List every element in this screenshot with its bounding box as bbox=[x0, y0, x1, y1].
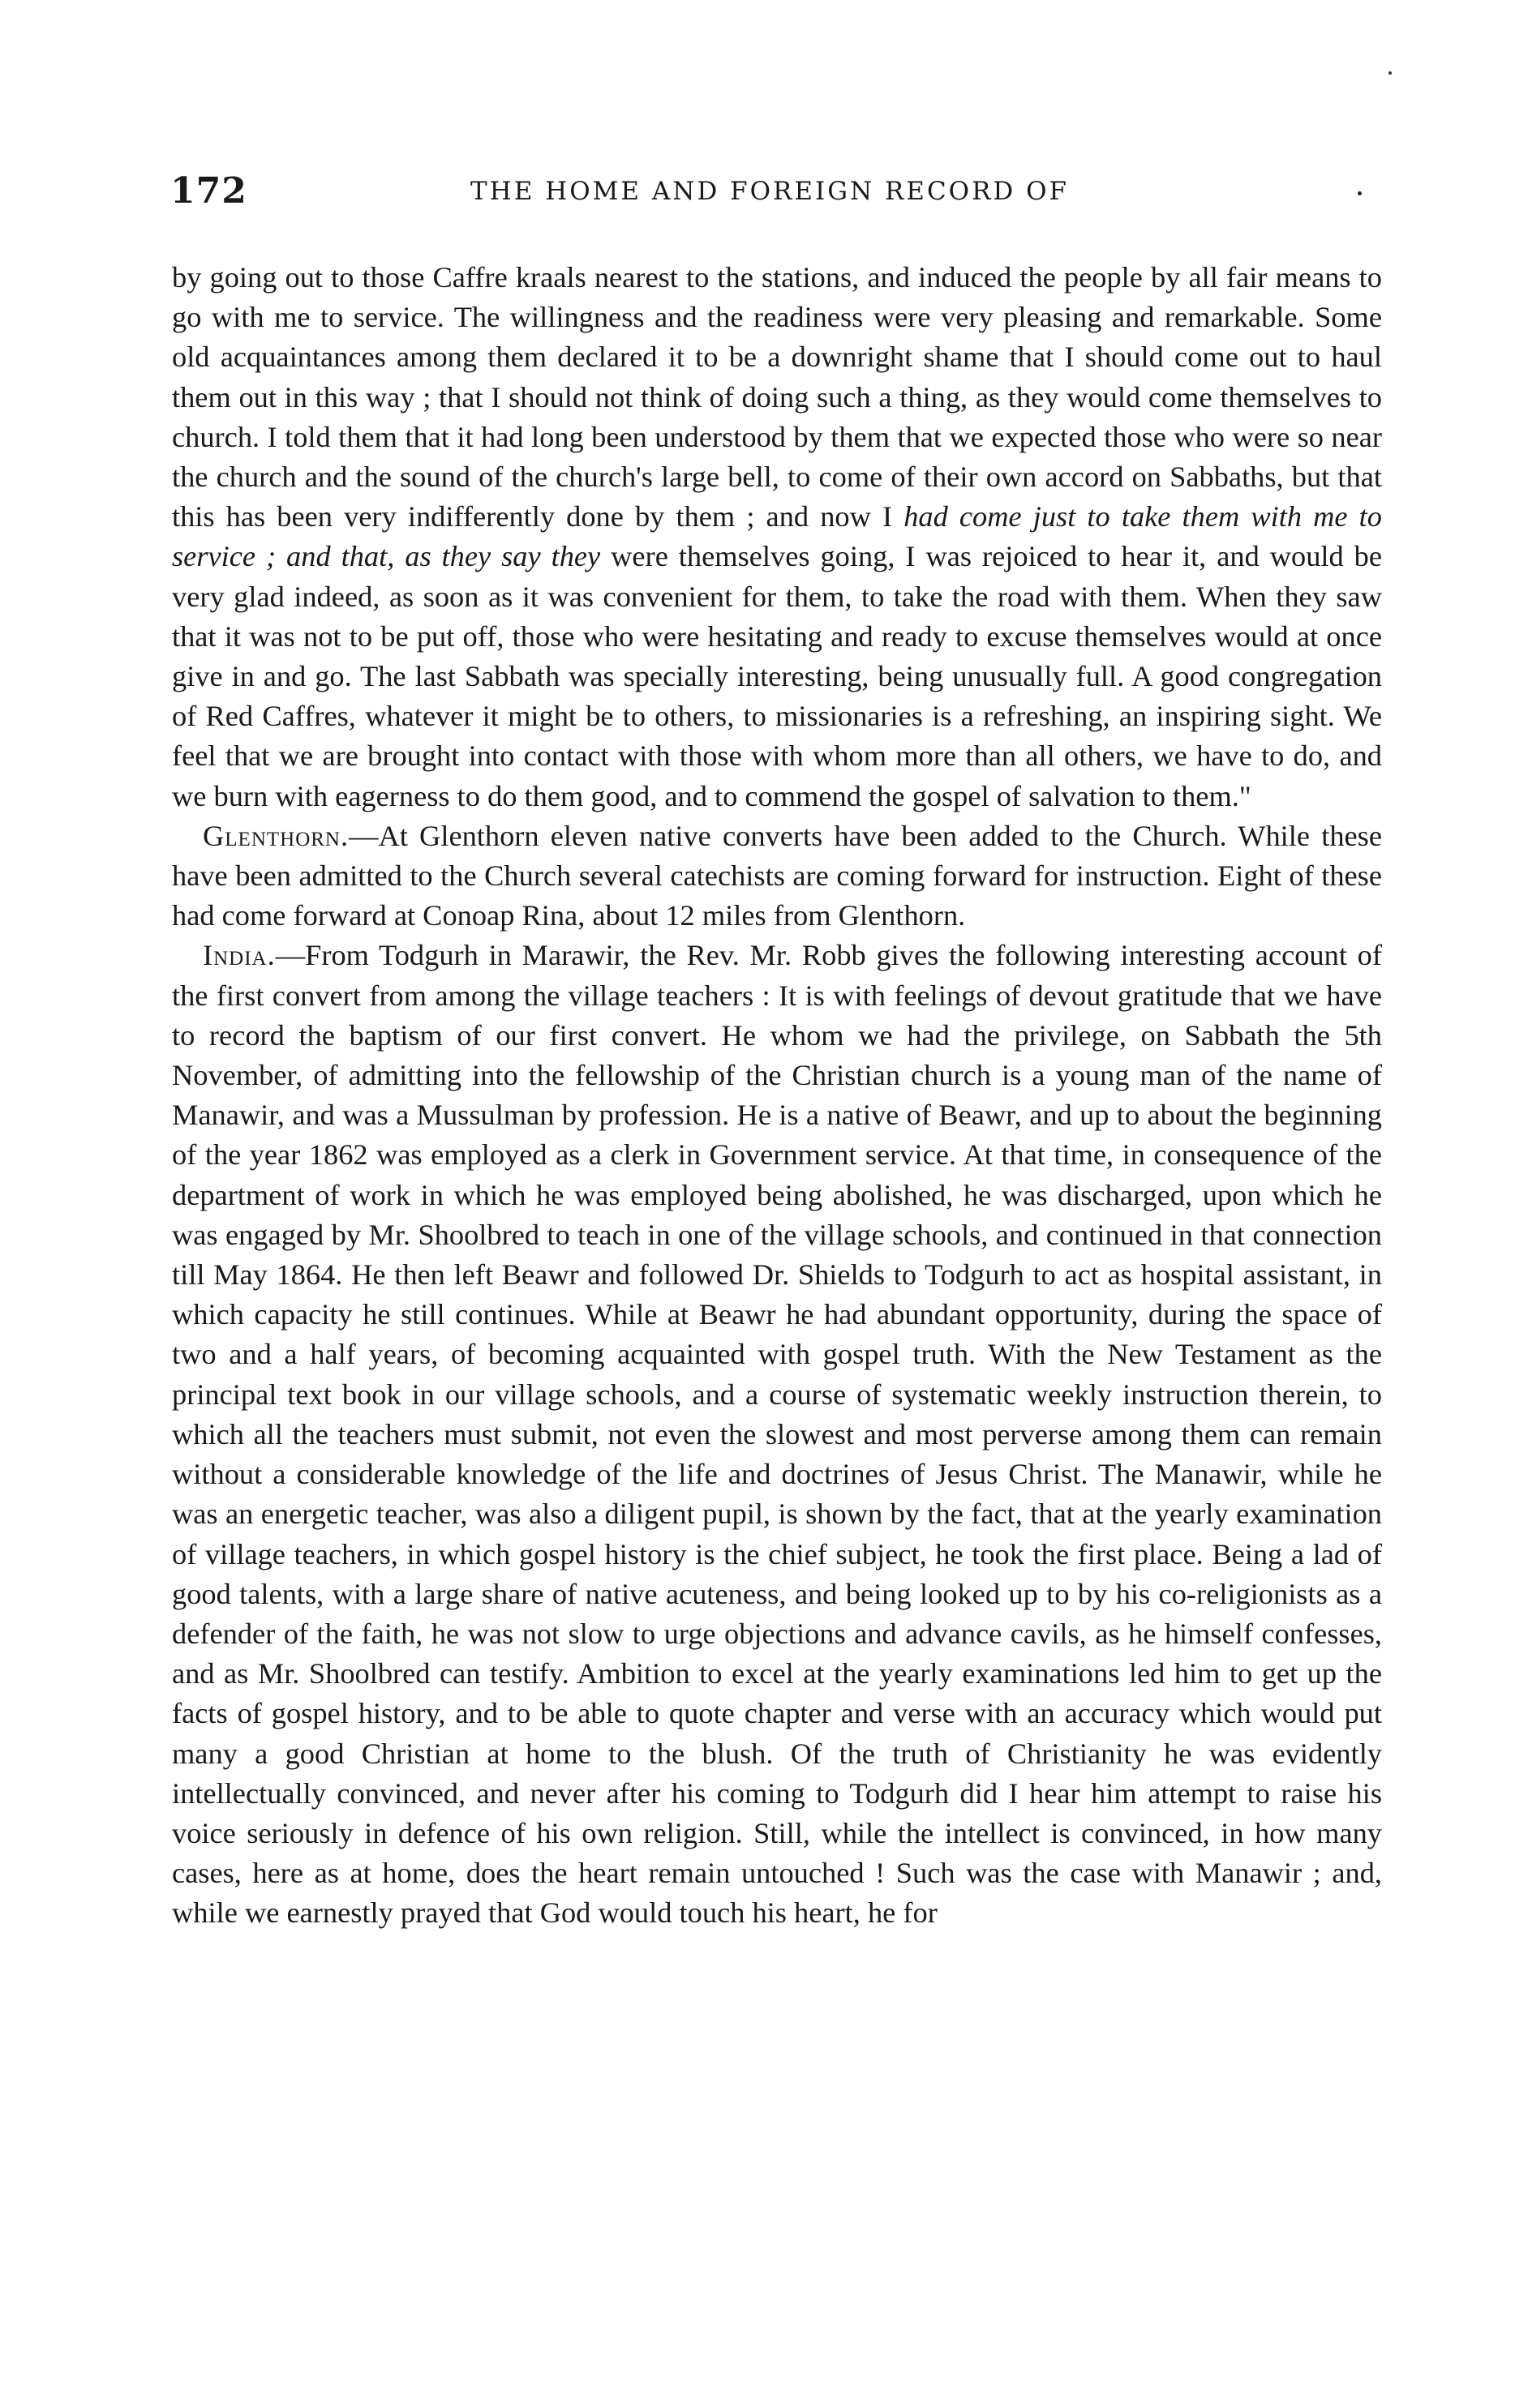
article-body bbox=[172, 258, 1382, 1934]
glenthorn-text: —At Glenthorn eleven native converts have been added to the Church. While these have been admitted to the Church several catechists are coming forward for instruction. Eight of these had come forward at Conoap Rina, about 12 miles from Glenthorn. bbox=[172, 819, 1382, 932]
glenthorn-paragraph bbox=[172, 816, 1382, 936]
running-title: THE HOME AND FOREIGN RECORD OF bbox=[470, 177, 1070, 206]
india-text: —From Todgurh in Marawir, the Rev. Mr. Robb gives the following interesting account of the first convert from among the village teachers : It is with feelings of devout gratitude that we have to record the baptism of our first convert. He whom we had the privilege, on Sabbath the 5th November, of admitting into the fellowship of the Christian church is a young man of the name of Manawir, and was a Mussulman by profession. He is a native of Beawr, and up to about the beginning of the year 1862 was employed as a clerk in Government service. At that time, in consequence of the department of work in which he was employed being abolished, he was discharged, upon which he was engaged by Mr. Shoolbred to teach in one of the village schools, and continued in that connection till May 1864. He then left Beawr and followed Dr. Shields to Todgurh to act as hospital assistant, in which capacity he still continues. While at Beawr he had abundant opportunity, during the space of two and a half years, of becoming acquainted with gospel truth. With the New Testament as the principal text book in our village schools, and a course of systematic weekly instruction therein, to which all the teachers must submit, not even the slowest and most perverse among them can remain without a considerable knowledge of the life and doctrines of Jesus Christ. The Manawir, while he was an energetic teacher, was also a diligent pupil, is shown by the fact, that at the yearly examination of village teachers, in which gospel history is the chief subject, he took the first place. Being a lad of good talents, with a large share of native acuteness, and being looked up to by his co-religionists as a defender of the faith, he was not slow to urge objections and advance cavils, as he himself confesses, and as Mr. Shoolbred can testify. Ambition to excel at the yearly examinations led him to get up the facts of gospel history, and to be able to quote chapter and verse with an accuracy which would put many a good Christian at home to the blush. Of the truth of Christianity he was evidently intellectually convinced, and never after his coming to Todgurh did I hear him attempt to raise his voice seriously in defence of his own religion. Still, while the intellect is convinced, in how many cases, here as at home, does the heart remain untouched ! Such was the case with Manawir ; and, while we earnestly prayed that God would touch his heart, he for bbox=[172, 939, 1382, 1930]
page-header bbox=[170, 170, 1387, 211]
india-heading: India. bbox=[203, 939, 276, 972]
glenthorn-heading: Glenthorn. bbox=[203, 819, 350, 852]
letter-text-a: by going out to those Caffre kraals nearest to the stations, and induced the people by all fair means to go with me to service. The willingness and the readiness were very pleasing and remarkable. Some old acquaintances among them declared it to be a downright shame that I should come out to haul them out in this way ; that I should not think of doing such a thing, as they would come themselves to church. I told them that it had long been understood by them that we expected those who were so near the church and the sound of the church's large bell, to come of their own accord on Sabbaths, but that this has been very indifferently done by them ; and now I bbox=[172, 261, 1382, 533]
page-number: 172 bbox=[170, 170, 247, 212]
stray-ink-mark bbox=[1388, 71, 1392, 75]
india-paragraph bbox=[172, 936, 1382, 1933]
letter-paragraph bbox=[172, 258, 1382, 816]
letter-text-italic: had come just to take them with me to service ; and that, as they say they bbox=[172, 500, 1382, 573]
header-dot-mark bbox=[1358, 191, 1362, 195]
letter-text-b: were themselves going, I was rejoiced to hear it, and would be very glad indeed, as soon as it was convenient for them, to take the road with them. When they saw that it was not to be put off, those who were hesitating and ready to excuse themselves would at once give in and go. The last Sabbath was specially interesting, being unusually full. A good congregation of Red Caffres, whatever it might be to others, to missionaries is a refreshing, an inspiring sight. We feel that we are brought into contact with those with whom more than all others, we have to do, and we burn with eagerness to do them good, and to commend the gospel of salvation to them." bbox=[172, 540, 1382, 812]
